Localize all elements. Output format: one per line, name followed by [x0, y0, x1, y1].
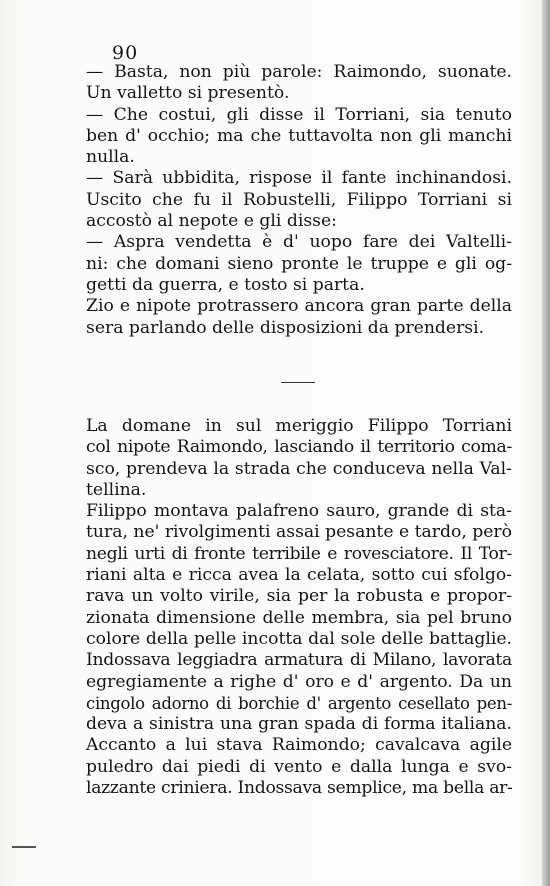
text-line: accostò al nepote e gli disse: [86, 211, 337, 232]
text-line: Un valletto si presentò. [86, 83, 290, 104]
text-line: — Aspra vendetta è d' uopo fare dei Valtelli- [86, 232, 512, 253]
text-line: La domane in sul meriggio Filippo Torriani [86, 416, 512, 436]
text-line: negli urti di fronte terribile e rovesciatore. Il Tor- [86, 543, 512, 564]
text-line: sera parlando delle disposizioni da prendersi. [86, 317, 485, 338]
text-block-narrative [86, 416, 512, 799]
margin-mark [12, 846, 36, 848]
book-spine-edge [542, 0, 550, 886]
text-line: Indossava leggiadra armatura di Milano, lavorata [86, 650, 512, 671]
text-line: — Che costui, gli disse il Torriani, sia tenuto [86, 104, 512, 125]
text-line: — Sarà ubbidita, rispose il fante inchinandosi. [86, 168, 512, 189]
text-line: deva a sinistra una gran spada di forma italiana. [86, 714, 512, 735]
text-line: — Basta, non più parole: Raimondo, suonate. [86, 62, 512, 82]
text-line: Zio e nipote protrassero ancora gran parte della [86, 296, 512, 317]
text-line: egregiamente a righe d' oro e d' argento. Da un [86, 671, 512, 692]
page-number: 90 [112, 42, 139, 64]
section-divider [281, 382, 315, 383]
text-line: lazzante criniera. Indossava semplice, ma bella ar- [86, 778, 513, 799]
text-line: tura, ne' rivolgimenti assai pesante e tardo, però [86, 522, 512, 543]
text-line: ben d' occhio; ma che tuttavolta non gli manchi [86, 125, 512, 146]
text-line: Accanto a lui stava Raimondo; cavalcava agile [86, 735, 512, 756]
text-line: riani alta e ricca avea la celata, sotto cui sfolgo- [86, 565, 512, 586]
text-line: cingolo adorno di borchie d' argento cesellato pen- [86, 693, 512, 713]
text-block-dialogue [86, 62, 512, 339]
text-line: sco, prendeva la strada che conduceva nella Val- [86, 458, 512, 479]
text-line: tellina. [86, 479, 147, 500]
text-line: puledro dai piedi di vento e dalla lunga e svo- [86, 756, 512, 777]
text-line: Uscito che fu il Robustelli, Filippo Torriani si [86, 189, 512, 210]
text-line: colore della pelle incotta dal sole delle battaglie. [86, 628, 512, 649]
text-line: ni: che domani sieno pronte le truppe e gli og- [86, 253, 512, 274]
text-line: getti da guerra, e tosto si parta. [86, 274, 365, 295]
text-line: Filippo montava palafreno sauro, grande di sta- [86, 501, 512, 522]
text-line: nulla. [86, 147, 135, 168]
text-line: rava un volto virile, sia per la robusta e propor- [86, 586, 512, 607]
text-line: col nipote Raimondo, lasciando il territorio coma- [86, 437, 512, 458]
text-line: zionata dimensione delle membra, sia pel bruno [86, 607, 512, 628]
